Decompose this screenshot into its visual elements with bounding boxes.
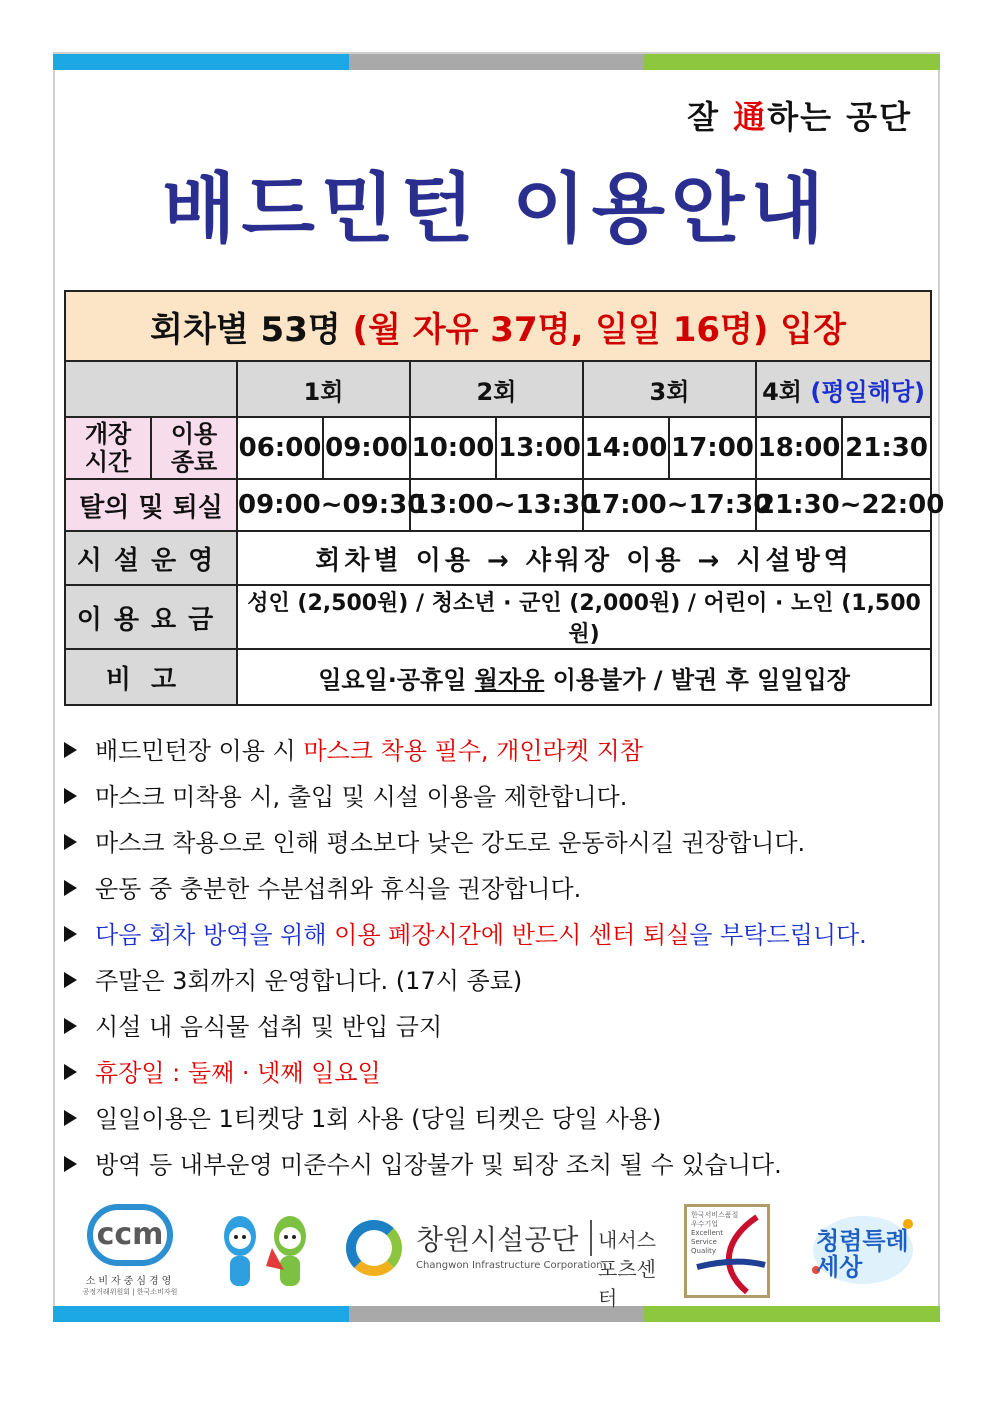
triangle-bullet-icon: [64, 834, 77, 850]
triangle-bullet-icon: [64, 1110, 77, 1126]
list-item: 주말은 3회까지 운영합니다. (17시 종료): [64, 958, 944, 1004]
changwon-corporation-logo: 창원시설공단 Changwon Infrastructure Corporation 내서스포츠센터: [346, 1216, 666, 1296]
list-item: 일일이용은 1티켓당 1회 사용 (당일 티켓은 당일 사용): [64, 1096, 944, 1142]
service-quality-certificate-logo: 한국서비스품질 우수기업 Excellent Service Quality: [684, 1204, 770, 1298]
session-4-close: 21:30: [842, 417, 931, 479]
changeover-label: 탈의 및 퇴실: [65, 479, 237, 531]
slogan-highlight: 通: [733, 98, 768, 136]
fee-label: 이용요금: [65, 585, 237, 649]
schedule-table: [64, 290, 945, 706]
slogan: [687, 92, 912, 138]
session-4-open: 18:00: [756, 417, 842, 479]
corporation-emblem-icon: [346, 1220, 402, 1276]
bottom-color-bar: [53, 1306, 940, 1322]
list-item: 시설 내 음식물 섭취 및 반입 금지: [64, 1004, 944, 1050]
triangle-bullet-icon: [64, 742, 77, 758]
triangle-bullet-icon: [64, 788, 77, 804]
triangle-bullet-icon: [64, 972, 77, 988]
page-title: 배드민턴 이용안내: [162, 164, 830, 253]
session-2-close: 13:00: [496, 417, 583, 479]
session-2-open: 10:00: [410, 417, 496, 479]
session-3-close: 17:00: [669, 417, 756, 479]
list-item: 마스크 착용으로 인해 평소보다 낮은 강도로 운동하시길 권장합니다.: [64, 820, 944, 866]
session-1-label: 1회: [237, 361, 410, 417]
table-header: 회차별 53명 (월 자유 37명, 일일 16명) 입장: [65, 291, 931, 361]
note-value: 일요일·공휴일 월자유 이용불가 / 발권 후 일일입장: [237, 649, 931, 705]
triangle-bullet-icon: [64, 1064, 77, 1080]
operation-label: 시설운영: [65, 531, 237, 585]
triangle-bullet-icon: [64, 1018, 77, 1034]
header-empty-cell: [65, 361, 237, 417]
list-item: 마스크 미착용 시, 출입 및 시설 이용을 제한합니다.: [64, 774, 944, 820]
open-time-label: 개장 시간: [65, 417, 151, 479]
session-1-open: 06:00: [237, 417, 323, 479]
session-4-changeover: 21:30~22:00: [756, 479, 931, 531]
session-4-label: 4회 (평일해당): [756, 361, 931, 417]
mascot-characters-icon: [210, 1208, 320, 1298]
triangle-bullet-icon: [64, 880, 77, 896]
integrity-slogan-logo: 청렴특례 세상: [808, 1210, 918, 1290]
list-item: 배드민턴장 이용 시 마스크 착용 필수, 개인라켓 지참: [64, 728, 944, 774]
fee-value: 성인 (2,500원) / 청소년 · 군인 (2,000원) / 어린이 · 노인 (1,500원): [237, 585, 931, 649]
session-1-close: 09:00: [323, 417, 410, 479]
session-2-changeover: 13:00~13:30: [410, 479, 583, 531]
session-3-label: 3회: [583, 361, 756, 417]
notice-list: [64, 728, 944, 1188]
ccm-mark: ccm: [87, 1204, 173, 1266]
list-item: 방역 등 내부운영 미준수시 입장불가 및 퇴장 조치 될 수 있습니다.: [64, 1142, 944, 1188]
list-item: 휴장일 : 둘째 · 넷째 일요일: [64, 1050, 944, 1096]
slogan-post: 하는 공단: [767, 98, 912, 136]
session-1-changeover: 09:00~09:30: [237, 479, 410, 531]
certificate-stripes-icon: [687, 1207, 767, 1295]
session-3-open: 14:00: [583, 417, 669, 479]
ccm-logo: ccm 소비자중심경영 공정거래위원회 | 한국소비자원: [78, 1204, 182, 1297]
operation-value: 회차별 이용 → 샤워장 이용 → 시설방역: [237, 531, 931, 585]
triangle-bullet-icon: [64, 926, 77, 942]
triangle-bullet-icon: [64, 1156, 77, 1172]
note-label: 비고: [65, 649, 237, 705]
list-item: 다음 회차 방역을 위해 이용 폐장시간에 반드시 센터 퇴실을 부탁드립니다.: [64, 912, 944, 958]
session-3-changeover: 17:00~17:30: [583, 479, 756, 531]
close-time-label: 이용 종료: [151, 417, 237, 479]
list-item: 운동 중 충분한 수분섭취와 휴식을 권장합니다.: [64, 866, 944, 912]
footer-logos: [60, 1198, 935, 1310]
top-color-bar: [53, 54, 940, 70]
session-2-label: 2회: [410, 361, 583, 417]
slogan-pre: 잘: [687, 98, 734, 136]
